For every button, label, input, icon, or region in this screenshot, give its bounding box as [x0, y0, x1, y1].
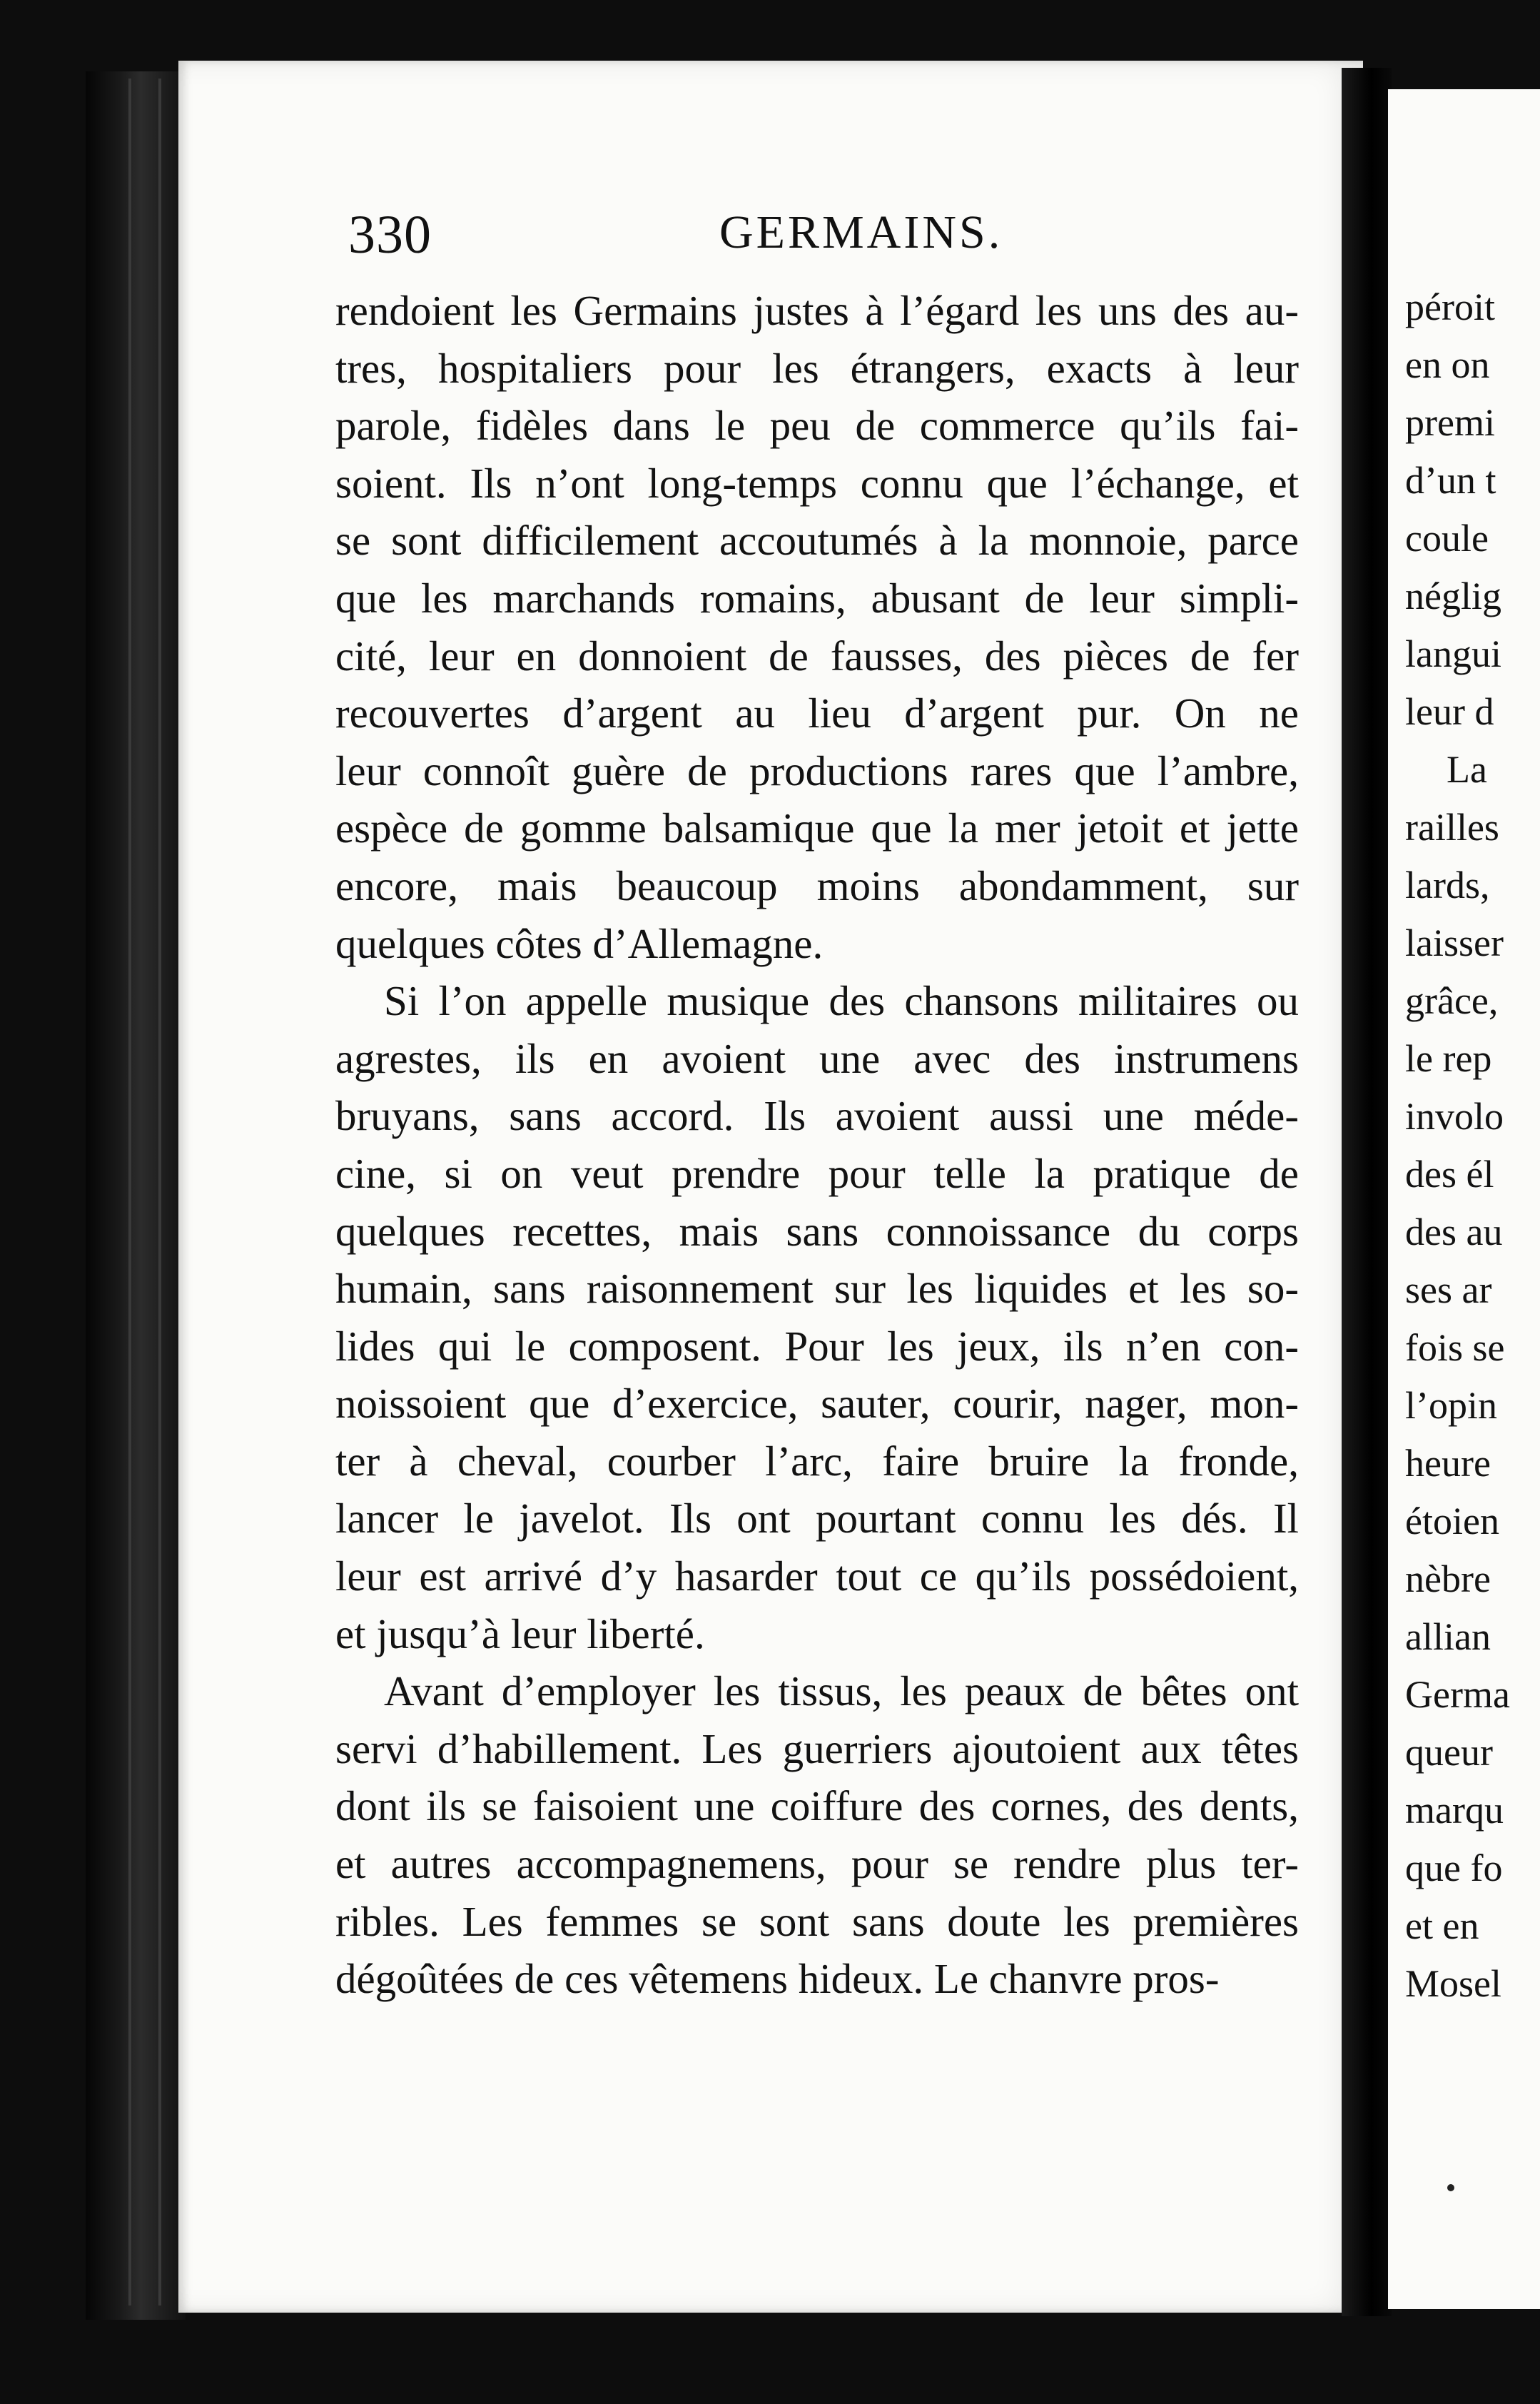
text-line: Avant d’employer les tissus, les peaux de bêtes ont [384, 1667, 1299, 1715]
facing-text-fragment: le rep [1405, 1037, 1492, 1080]
running-head: GERMAINS. [719, 206, 1003, 258]
facing-text-fragment: leur d [1405, 690, 1494, 733]
facing-text-fragment: étoien [1405, 1500, 1499, 1542]
text-line: noissoient que d’exercice, sauter, courir, nager, mon- [335, 1380, 1299, 1428]
text-line: servi d’habillement. Les guerriers ajoutoient aux têtes [335, 1724, 1299, 1772]
text-line: quelques côtes d’Allemagne. [335, 919, 824, 967]
scan-speck [1447, 2184, 1454, 2191]
text-line: ter à cheval, courber l’arc, faire bruire la fronde, [335, 1437, 1299, 1485]
text-line: agrestes, ils en avoient une avec des instrumens [335, 1034, 1299, 1082]
facing-text-fragment: péroit [1405, 286, 1495, 328]
text-line: dégoûtées de ces vêtemens hideux. Le chanvre pros- [335, 1955, 1220, 2003]
text-line: leur est arrivé d’y hasarder tout ce qu’ils possédoient, [335, 1552, 1299, 1600]
text-line: rendoient les Germains justes à l’égard les uns des au- [335, 287, 1299, 334]
text-line: se sont difficilement accoutumés à la monnoie, parce [335, 517, 1299, 565]
facing-text-fragment: laisser [1405, 921, 1504, 964]
facing-text-fragment: langui [1405, 632, 1501, 675]
spine-edge-line [158, 79, 161, 2305]
paragraph [335, 282, 1299, 972]
facing-text-fragment: allian [1405, 1615, 1491, 1658]
facing-text-fragment: coule [1405, 517, 1489, 560]
facing-text-fragment: La [1447, 748, 1487, 791]
text-line: parole, fidèles dans le peu de commerce qu’ils fai- [335, 402, 1299, 450]
text-line: lides qui le composent. Pour les jeux, ils n’en con- [335, 1322, 1299, 1370]
text-line: dont ils se faisoient une coiffure des cornes, des dents, [335, 1782, 1299, 1830]
text-line: soient. Ils n’ont long-temps connu que l’échange, et [335, 459, 1299, 507]
facing-text-fragment: railles [1405, 806, 1499, 849]
facing-text-fragment: heure [1405, 1442, 1491, 1485]
text-line: ribles. Les femmes se sont sans doute les premières [335, 1897, 1299, 1945]
text-line: tres, hospitaliers pour les étrangers, exacts à leur [335, 344, 1299, 392]
facing-text-fragment: premi [1405, 401, 1495, 444]
facing-text-fragment: des au [1405, 1211, 1503, 1253]
facing-text-fragment: et en [1405, 1904, 1479, 1947]
text-line: lancer le javelot. Ils ont pourtant connu les dés. Il [335, 1495, 1299, 1542]
right-page [1388, 89, 1540, 2309]
spine-edge-line [128, 79, 131, 2305]
text-line: recouvertes d’argent au lieu d’argent pur. On ne [335, 690, 1299, 737]
page-number: 330 [348, 205, 432, 265]
text-line: bruyans, sans accord. Ils avoient aussi une méde- [335, 1092, 1299, 1140]
page-gutter [1342, 68, 1392, 2316]
facing-text-fragment: fois se [1405, 1326, 1505, 1369]
text-line: leur connoît guère de productions rares que l’ambre, [335, 747, 1299, 794]
text-line: cine, si on veut prendre pour telle la pratique de [335, 1149, 1299, 1197]
page-header [348, 204, 1319, 268]
facing-text-fragment: néglig [1405, 575, 1501, 617]
text-line: cité, leur en donnoient de fausses, des pièces de fer [335, 632, 1299, 680]
facing-text-fragment: en on [1405, 343, 1490, 386]
text-line: humain, sans raisonnement sur les liquides et les so- [335, 1265, 1299, 1313]
facing-text-fragment: lards, [1405, 864, 1490, 906]
book-spine [86, 71, 186, 2320]
facing-text-fragment: d’un t [1405, 459, 1496, 502]
facing-text-fragment: l’opin [1405, 1384, 1497, 1427]
facing-text-fragment: nèbre [1405, 1557, 1491, 1600]
facing-text-fragment: involo [1405, 1095, 1504, 1138]
facing-text-fragment: que fo [1405, 1847, 1503, 1889]
text-line: encore, mais beaucoup moins abondamment, sur [335, 862, 1299, 909]
paragraph [335, 972, 1299, 1662]
body-text [335, 282, 1299, 2008]
facing-page-text [1405, 278, 1540, 2013]
facing-text-fragment: marqu [1405, 1789, 1504, 1832]
facing-text-fragment: queur [1405, 1731, 1493, 1774]
text-line: quelques recettes, mais sans connoissance du corps [335, 1207, 1299, 1255]
paragraph [335, 1662, 1299, 2008]
text-line: et jusqu’à leur liberté. [335, 1610, 705, 1657]
facing-text-fragment: grâce, [1405, 979, 1499, 1022]
text-line: espèce de gomme balsamique que la mer jetoit et jette [335, 804, 1299, 852]
text-line: et autres accompagnemens, pour se rendre plus ter- [335, 1840, 1299, 1888]
text-line: que les marchands romains, abusant de leur simpli- [335, 574, 1299, 622]
text-line: Si l’on appelle musique des chansons militaires ou [384, 977, 1299, 1025]
facing-text-fragment: Germa [1405, 1673, 1510, 1716]
facing-text-fragment: des él [1405, 1153, 1494, 1196]
facing-text-fragment: Mosel [1405, 1962, 1501, 2005]
facing-text-fragment: ses ar [1405, 1268, 1492, 1311]
